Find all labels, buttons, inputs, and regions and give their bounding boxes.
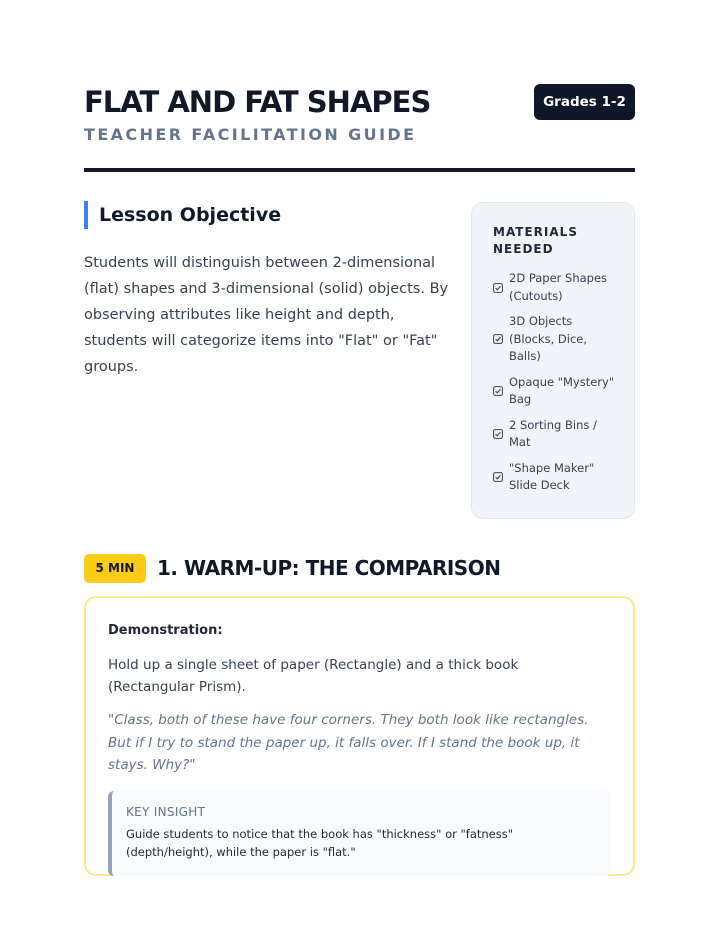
demonstration-label: Demonstration:	[108, 623, 223, 638]
checkbox-check-icon	[493, 429, 503, 439]
checkbox-check-icon	[493, 386, 503, 396]
key-insight-box	[108, 791, 611, 876]
materials-item-label: 2 Sorting Bins / Mat	[509, 417, 597, 449]
section-header	[84, 553, 500, 583]
page-header	[84, 84, 635, 172]
grade-badge: Grades 1-2	[534, 84, 635, 120]
materials-item	[493, 460, 620, 495]
teacher-quote: "Class, both of these have four corners. They both look like rectangles. But if I try to stand the paper up, it falls over. If I stand the book up, it stays. Why?"	[108, 712, 589, 773]
objective-heading: Lesson Objective	[84, 201, 281, 229]
key-insight-text: Guide students to notice that the book has "thickness" or "fatness" (depth/height), while the paper is "flat."	[126, 826, 514, 859]
materials-item	[493, 374, 620, 409]
materials-item	[493, 313, 620, 366]
page-subtitle: TEACHER FACILITATION GUIDE	[84, 125, 417, 144]
checkbox-check-icon	[493, 472, 503, 482]
materials-item-label: "Shape Maker" Slide Deck	[509, 460, 595, 492]
time-badge: 5 MIN	[84, 554, 146, 583]
key-insight-label: KEY INSIGHT	[126, 804, 206, 819]
objective-text: Students will distinguish between 2-dimensional (flat) shapes and 3-dimensional (solid) objects. By observing attributes like height and depth, students will categorize items into "Flat" or "Fat" groups.	[84, 255, 449, 375]
materials-item-label: Opaque "Mystery" Bag	[509, 374, 615, 406]
materials-item	[493, 270, 620, 305]
page-title: FLAT AND FAT SHAPES	[84, 85, 431, 119]
activity-card	[84, 596, 635, 876]
checkbox-check-icon	[493, 334, 503, 344]
materials-item	[493, 417, 620, 452]
checkbox-check-icon	[493, 283, 503, 293]
materials-list	[493, 270, 620, 495]
demonstration-text: Hold up a single sheet of paper (Rectangle) and a thick book (Rectangular Prism).	[108, 657, 519, 695]
materials-panel	[471, 202, 635, 519]
materials-item-label: 2D Paper Shapes (Cutouts)	[509, 271, 608, 303]
section-title: 1. WARM-UP: THE COMPARISON	[157, 556, 501, 580]
materials-item-label: 3D Objects (Blocks, Dice, Balls)	[509, 314, 587, 363]
materials-title: MATERIALS NEEDED	[493, 225, 578, 256]
